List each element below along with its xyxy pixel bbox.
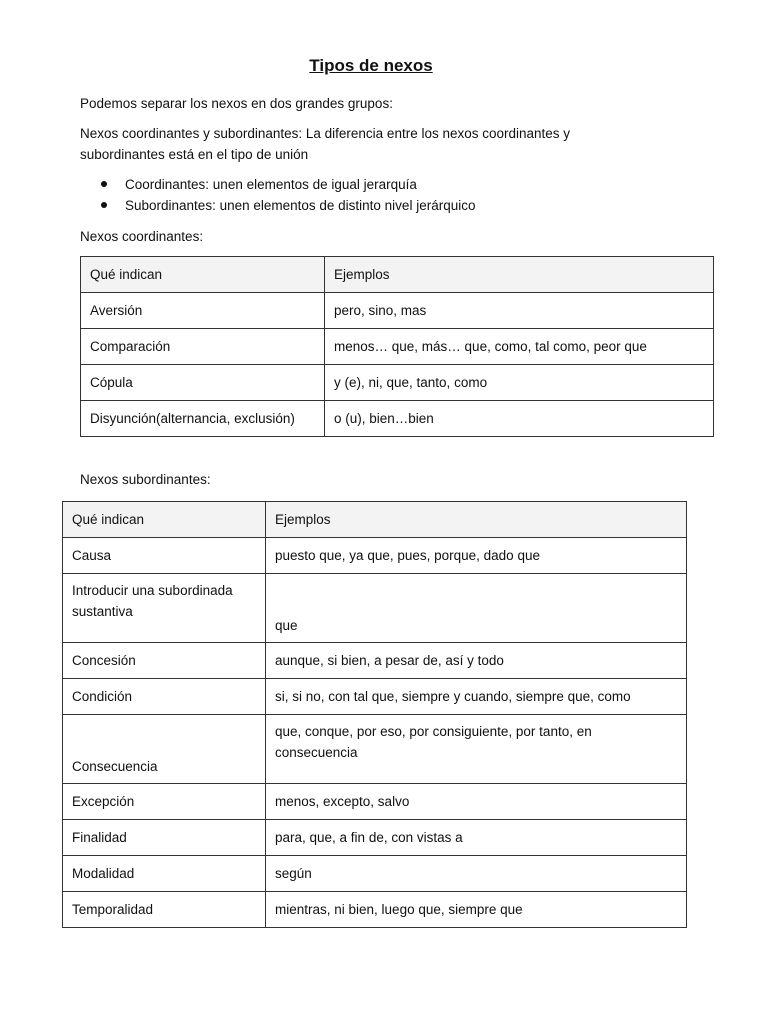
table-cell: Causa bbox=[63, 538, 266, 574]
table-cell: aunque, si bien, a pesar de, así y todo bbox=[266, 643, 687, 679]
table-header-row bbox=[81, 257, 714, 293]
table-cell: que, conque, por eso, por consiguiente, por tanto, en consecuencia bbox=[266, 715, 687, 784]
header-cell: Ejemplos bbox=[325, 257, 714, 293]
table-cell: Disyunción(alternancia, exclusión) bbox=[81, 401, 325, 437]
table-row bbox=[63, 643, 687, 679]
coordinantes-heading: Nexos coordinantes: bbox=[80, 229, 204, 244]
table-row bbox=[63, 574, 687, 643]
bullet-dot-icon bbox=[101, 202, 107, 208]
table-cell: Comparación bbox=[81, 329, 325, 365]
paragraph-line-2: subordinantes está en el tipo de unión bbox=[80, 147, 309, 162]
table-cell: pero, sino, mas bbox=[325, 293, 714, 329]
intro-text: Podemos separar los nexos en dos grandes grupos: bbox=[80, 96, 393, 111]
subordinantes-heading: Nexos subordinantes: bbox=[80, 472, 211, 487]
table-cell: Finalidad bbox=[63, 820, 266, 856]
table-cell: Aversión bbox=[81, 293, 325, 329]
table-cell: para, que, a fin de, con vistas a bbox=[266, 820, 687, 856]
table-cell: Concesión bbox=[63, 643, 266, 679]
table-cell: según bbox=[266, 856, 687, 892]
header-cell: Qué indican bbox=[63, 502, 266, 538]
paragraph-line-1: Nexos coordinantes y subordinantes: La diferencia entre los nexos coordinantes y bbox=[80, 126, 571, 141]
header-cell: Qué indican bbox=[81, 257, 325, 293]
table-cell: si, si no, con tal que, siempre y cuando, siempre que, como bbox=[266, 679, 687, 715]
bullet-list bbox=[80, 174, 475, 216]
subordinantes-table bbox=[62, 501, 687, 928]
table-cell: mientras, ni bien, luego que, siempre que bbox=[266, 892, 687, 928]
document-title: Tipos de nexos bbox=[309, 56, 433, 75]
table-row bbox=[63, 538, 687, 574]
table-row bbox=[81, 293, 714, 329]
table-cell: Excepción bbox=[63, 784, 266, 820]
table-row bbox=[81, 365, 714, 401]
table-cell: Consecuencia bbox=[63, 715, 266, 784]
table-cell: Temporalidad bbox=[63, 892, 266, 928]
table-row bbox=[81, 401, 714, 437]
table-cell: Condición bbox=[63, 679, 266, 715]
table-row bbox=[63, 784, 687, 820]
table-row bbox=[81, 329, 714, 365]
table-cell: menos… que, más… que, como, tal como, peor que bbox=[325, 329, 714, 365]
table-row bbox=[63, 679, 687, 715]
table-cell: que bbox=[266, 574, 687, 643]
table-header-row bbox=[63, 502, 687, 538]
table-cell: menos, excepto, salvo bbox=[266, 784, 687, 820]
table-cell: Cópula bbox=[81, 365, 325, 401]
table-row bbox=[63, 715, 687, 784]
table-cell: Modalidad bbox=[63, 856, 266, 892]
bullet-dot-icon bbox=[101, 181, 107, 187]
table-cell: Introducir una subordinada sustantiva bbox=[63, 574, 266, 643]
header-cell: Ejemplos bbox=[266, 502, 687, 538]
table-row bbox=[63, 820, 687, 856]
table-cell: y (e), ni, que, tanto, como bbox=[325, 365, 714, 401]
table-row bbox=[63, 856, 687, 892]
coordinantes-table bbox=[80, 256, 714, 437]
table-row bbox=[63, 892, 687, 928]
table-cell: puesto que, ya que, pues, porque, dado que bbox=[266, 538, 687, 574]
bullet-item: Subordinantes: unen elementos de distinto nivel jerárquico bbox=[80, 195, 475, 216]
bullet-item: Coordinantes: unen elementos de igual jerarquía bbox=[80, 174, 475, 195]
table-cell: o (u), bien…bien bbox=[325, 401, 714, 437]
